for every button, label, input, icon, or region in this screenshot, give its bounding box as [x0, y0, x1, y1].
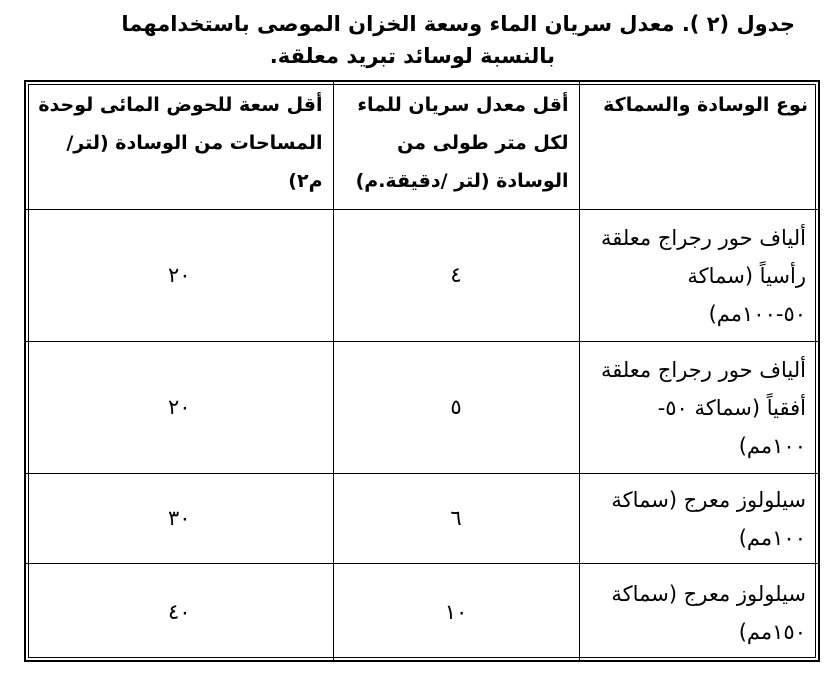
- cell-flow-rate: ٤: [333, 209, 579, 341]
- cell-pad-type: ألياف حور رجراج معلقة رأسياً (سماكة ٥٠-١٠٠مم): [579, 209, 819, 341]
- header-flow-rate: أقل معدل سريان للماء لكل متر طولى من الوسادة (لتر /دقيقة.م): [333, 81, 579, 209]
- data-table-wrapper: [26, 80, 820, 660]
- table-row: [25, 473, 819, 563]
- table-header-row: [25, 81, 819, 209]
- cell-flow-rate: ١٠: [333, 563, 579, 661]
- cell-basin-capacity: ٢٠: [25, 341, 333, 473]
- table-row: [25, 563, 819, 661]
- caption-line-1: جدول (٢ ). معدل سريان الماء وسعة الخزان الموصى باستخدامهما: [121, 12, 795, 36]
- header-pad-type: نوع الوسادة والسماكة: [579, 81, 819, 209]
- table-row: [25, 209, 819, 341]
- cell-flow-rate: ٦: [333, 473, 579, 563]
- cell-pad-type: سيلولوز معرج (سماكة ١٠٠مم): [579, 473, 819, 563]
- cell-pad-type: ألياف حور رجراج معلقة أفقياً (سماكة ٥٠- ١٠٠مم): [579, 341, 819, 473]
- cell-basin-capacity: ٣٠: [25, 473, 333, 563]
- cell-pad-type: سيلولوز معرج (سماكة ١٥٠مم): [579, 563, 819, 661]
- cell-basin-capacity: ٤٠: [25, 563, 333, 661]
- caption-line-2: بالنسبة لوسائد تبريد معلقة.: [269, 44, 555, 68]
- table-caption: [35, 8, 795, 72]
- cell-basin-capacity: ٢٠: [25, 209, 333, 341]
- cell-flow-rate: ٥: [333, 341, 579, 473]
- data-table: [24, 80, 820, 662]
- header-basin-capacity: أقل سعة للحوض المائى لوحدة المساحات من الوسادة (لتر/م٢): [25, 81, 333, 209]
- table-row: [25, 341, 819, 473]
